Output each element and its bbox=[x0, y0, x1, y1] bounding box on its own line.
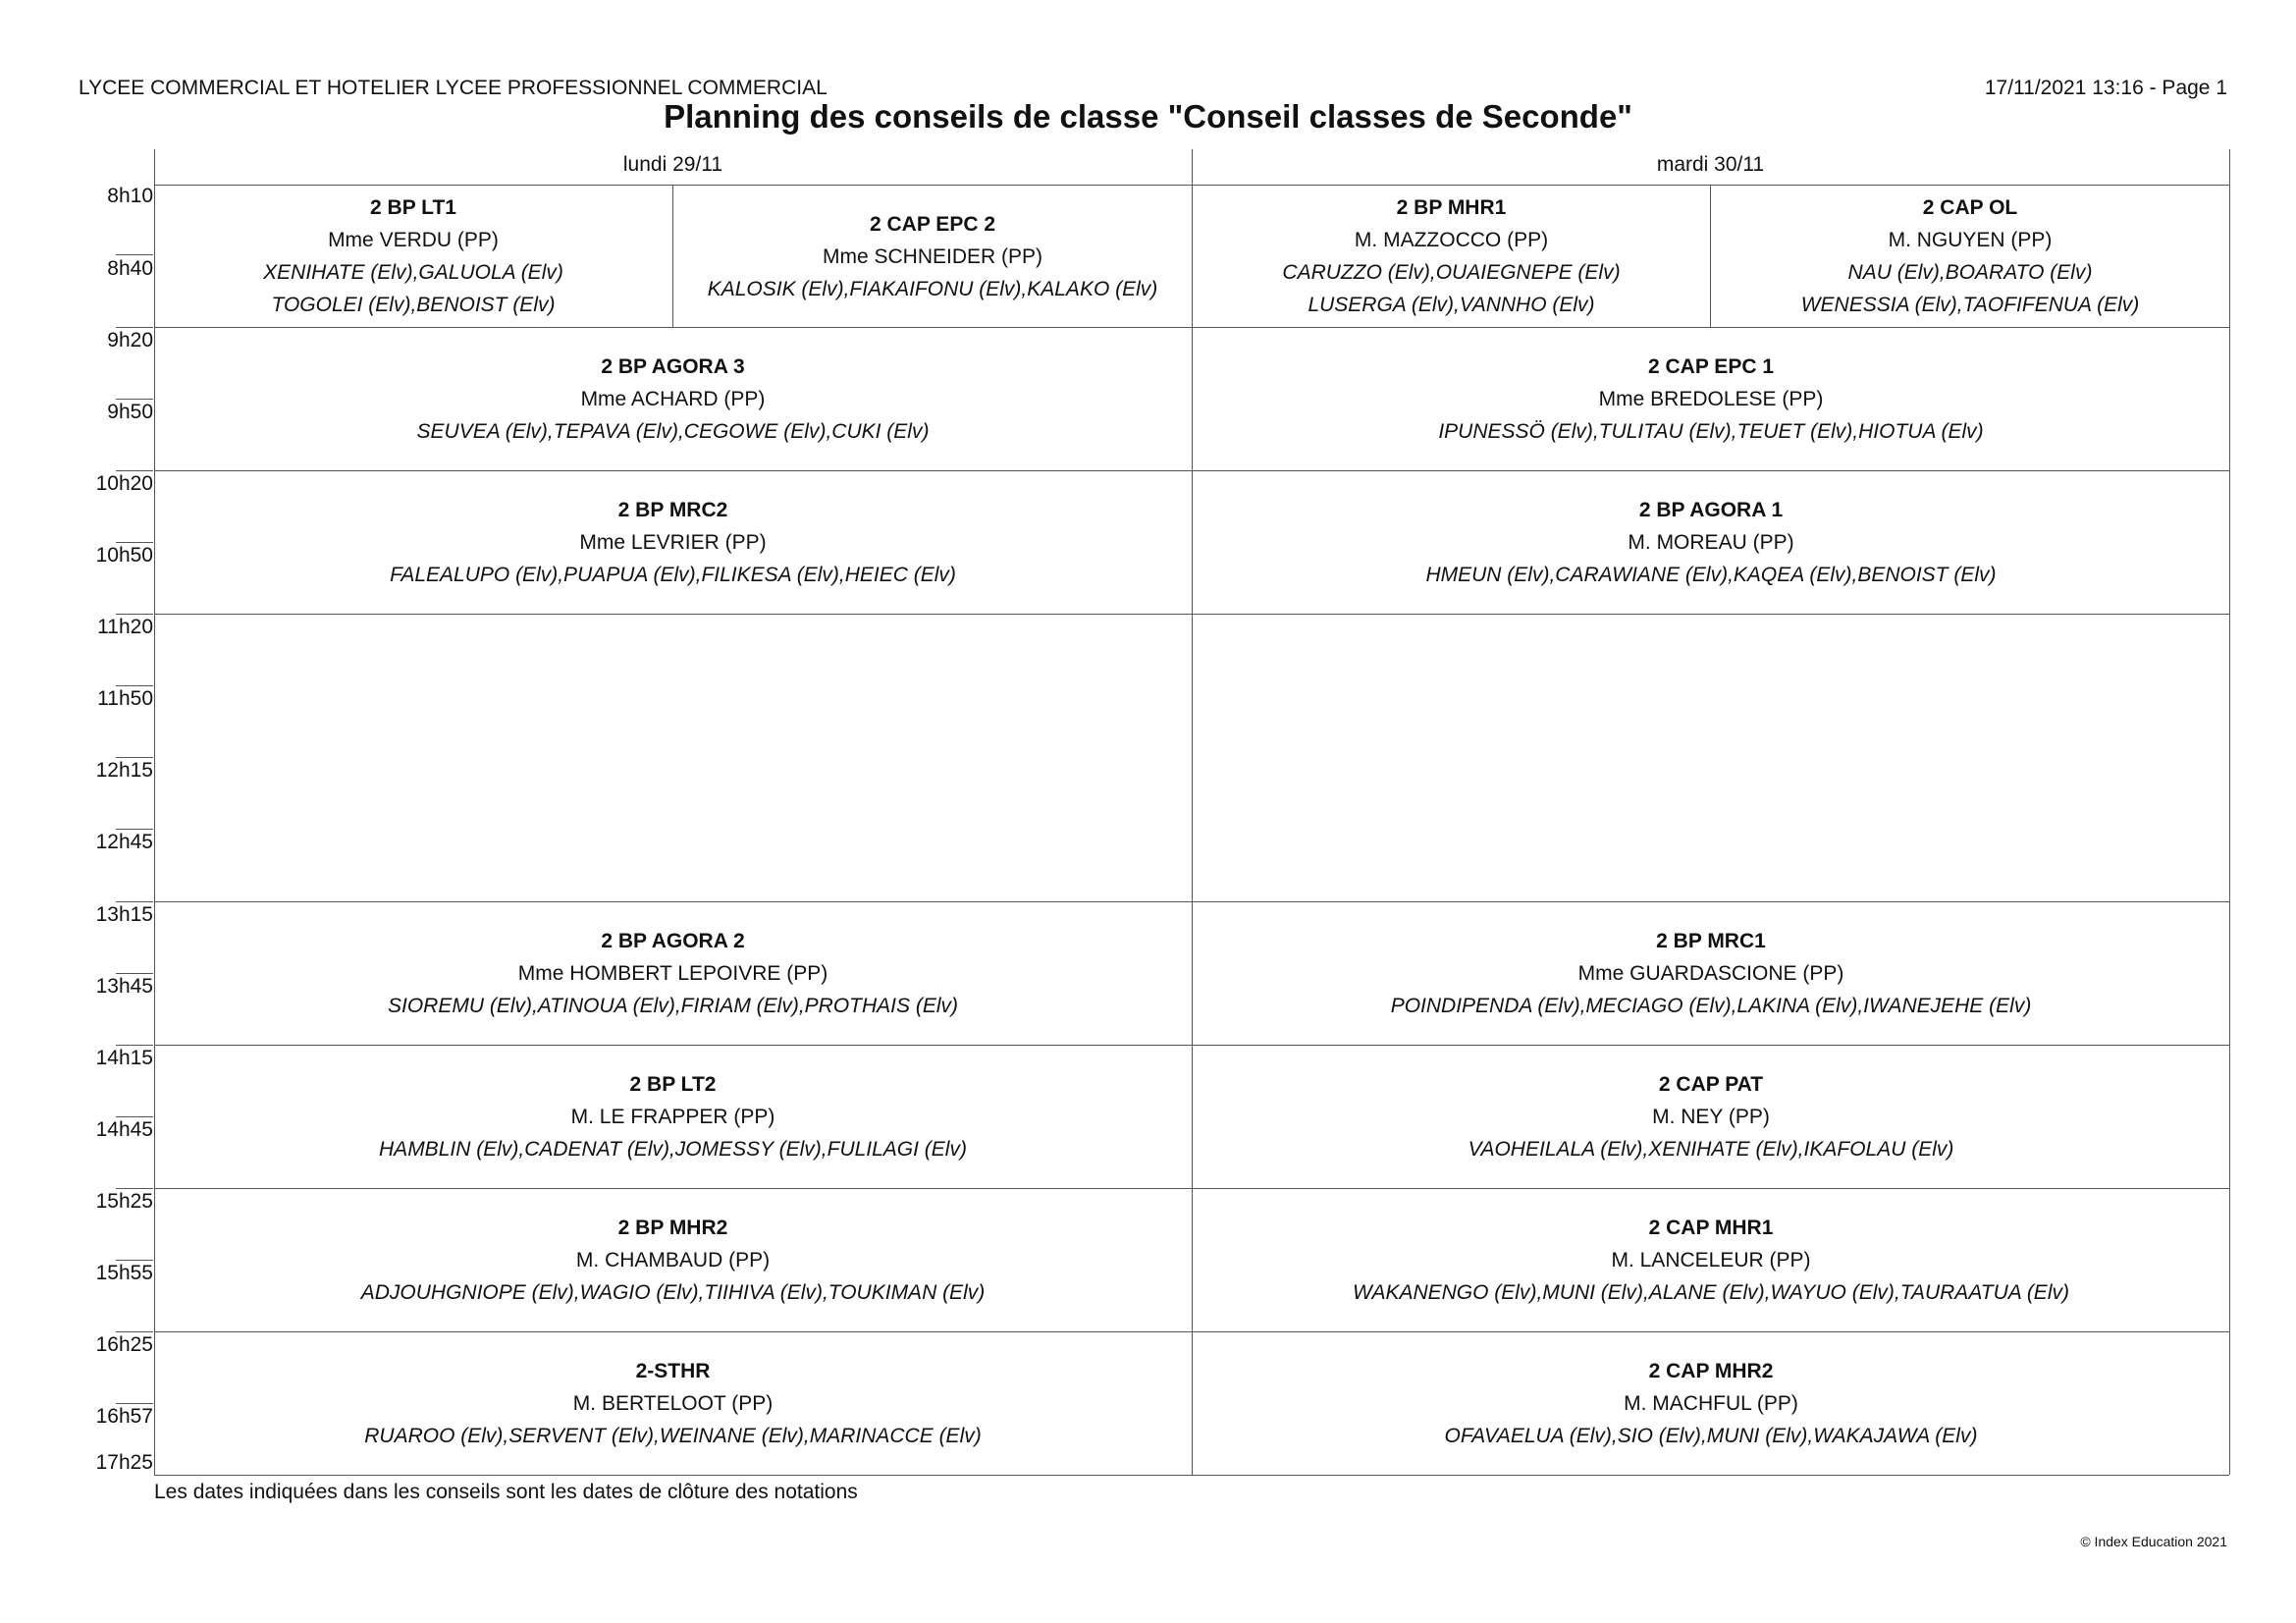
class-name: 2 CAP OL bbox=[1922, 196, 2018, 219]
head-teacher: M. MACHFUL (PP) bbox=[1624, 1392, 1798, 1415]
head-teacher: Mme GUARDASCIONE (PP) bbox=[1577, 962, 1844, 985]
footnote: Les dates indiquées dans les conseils sont les dates de clôture des notations bbox=[154, 1481, 858, 1503]
council-cell bbox=[1193, 1189, 2229, 1331]
head-teacher: M. MOREAU (PP) bbox=[1628, 531, 1794, 554]
head-teacher: M. NGUYEN (PP) bbox=[1888, 229, 2053, 251]
time-tick bbox=[116, 399, 153, 400]
time-tick bbox=[116, 254, 153, 255]
class-name: 2 BP LT1 bbox=[370, 196, 456, 219]
time-label: 16h25 bbox=[95, 1333, 153, 1356]
time-tick bbox=[116, 973, 153, 974]
class-name: 2 BP AGORA 3 bbox=[601, 355, 745, 378]
council-cell bbox=[154, 1332, 1192, 1475]
time-label: 11h20 bbox=[97, 616, 153, 638]
council-cell bbox=[154, 902, 1192, 1045]
council-cell bbox=[1193, 186, 1710, 327]
council-cell bbox=[154, 471, 1192, 614]
time-label: 12h15 bbox=[95, 759, 153, 782]
time-label: 10h20 bbox=[95, 472, 153, 495]
class-name: 2 CAP MHR2 bbox=[1648, 1360, 1774, 1382]
student-delegates: WENESSIA (Elv),TAOFIFENUA (Elv) bbox=[1800, 294, 2140, 316]
time-label: 8h10 bbox=[107, 185, 153, 207]
time-label: 10h50 bbox=[95, 544, 153, 567]
time-tick bbox=[116, 1116, 153, 1117]
class-name: 2 BP MHR1 bbox=[1396, 196, 1507, 219]
class-name: 2 BP MHR2 bbox=[617, 1217, 728, 1239]
time-tick bbox=[116, 542, 153, 543]
class-name: 2 CAP EPC 2 bbox=[870, 212, 995, 236]
class-name: 2 CAP PAT bbox=[1658, 1073, 1764, 1096]
council-cell bbox=[1193, 328, 2229, 470]
time-label: 9h20 bbox=[107, 329, 153, 352]
council-cell bbox=[154, 1189, 1192, 1331]
time-tick bbox=[116, 614, 153, 615]
head-teacher: Mme HOMBERT LEPOIVRE (PP) bbox=[517, 962, 828, 985]
student-delegates: FALEALUPO (Elv),PUAPUA (Elv),FILIKESA (Elv),HEIEC (Elv) bbox=[390, 564, 956, 586]
time-tick bbox=[116, 1260, 153, 1261]
class-name: 2 BP AGORA 2 bbox=[601, 930, 745, 952]
student-delegates: ADJOUHGNIOPE (Elv),WAGIO (Elv),TIIHIVA (Elv),TOUKIMAN (Elv) bbox=[360, 1281, 986, 1304]
head-teacher: M. MAZZOCCO (PP) bbox=[1354, 229, 1549, 251]
student-delegates: OFAVAELUA (Elv),SIO (Elv),MUNI (Elv),WAKAJAWA (Elv) bbox=[1444, 1425, 1978, 1447]
time-label: 11h50 bbox=[97, 687, 153, 710]
print-date: 17/11/2021 13:16 - Page 1 bbox=[1984, 77, 2227, 99]
student-delegates: RUAROO (Elv),SERVENT (Elv),WEINANE (Elv),MARINACCE (Elv) bbox=[364, 1425, 982, 1447]
head-teacher: M. LANCELEUR (PP) bbox=[1611, 1249, 1811, 1271]
grid-line bbox=[154, 1475, 2229, 1476]
time-label: 12h45 bbox=[95, 831, 153, 853]
student-delegates: SIOREMU (Elv),ATINOUA (Elv),FIRIAM (Elv),PROTHAIS (Elv) bbox=[388, 995, 958, 1017]
grid-line bbox=[2229, 149, 2230, 1475]
head-teacher: Mme ACHARD (PP) bbox=[580, 388, 766, 410]
class-name: 2-STHR bbox=[635, 1360, 711, 1382]
student-delegates: CARUZZO (Elv),OUAIEGNEPE (Elv) bbox=[1282, 261, 1621, 284]
council-cell bbox=[1193, 471, 2229, 614]
school-name: LYCEE COMMERCIAL ET HOTELIER LYCEE PROFESSIONNEL COMMERCIAL bbox=[79, 77, 828, 99]
time-tick bbox=[116, 757, 153, 758]
class-name: 2 CAP EPC 1 bbox=[1648, 355, 1774, 378]
head-teacher: M. CHAMBAUD (PP) bbox=[575, 1249, 771, 1271]
time-label: 13h45 bbox=[95, 975, 153, 998]
council-cell bbox=[1193, 1046, 2229, 1188]
council-cell bbox=[1711, 186, 2229, 327]
head-teacher: M. BERTELOOT (PP) bbox=[572, 1392, 774, 1415]
student-delegates: TOGOLEI (Elv),BENOIST (Elv) bbox=[271, 294, 556, 316]
time-tick bbox=[116, 1331, 153, 1332]
copyright: © Index Education 2021 bbox=[2080, 1534, 2227, 1549]
time-label: 14h45 bbox=[95, 1118, 153, 1141]
head-teacher: M. NEY (PP) bbox=[1652, 1106, 1770, 1128]
student-delegates: WAKANENGO (Elv),MUNI (Elv),ALANE (Elv),WAYUO (Elv),TAURAATUA (Elv) bbox=[1353, 1281, 2069, 1304]
council-cell bbox=[154, 328, 1192, 470]
student-delegates: HAMBLIN (Elv),CADENAT (Elv),JOMESSY (Elv),FULILAGI (Elv) bbox=[379, 1138, 967, 1161]
class-name: 2 BP LT2 bbox=[629, 1073, 717, 1096]
time-tick bbox=[116, 327, 153, 328]
student-delegates: SEUVEA (Elv),TEPAVA (Elv),CEGOWE (Elv),CUKI (Elv) bbox=[416, 420, 930, 443]
student-delegates: POINDIPENDA (Elv),MECIAGO (Elv),LAKINA (Elv),IWANEJEHE (Elv) bbox=[1390, 995, 2032, 1017]
student-delegates: KALOSIK (Elv),FIAKAIFONU (Elv),KALAKO (Elv) bbox=[707, 277, 1158, 300]
student-delegates: HMEUN (Elv),CARAWIANE (Elv),KAQEA (Elv),BENOIST (Elv) bbox=[1425, 564, 1997, 586]
day-header-monday: lundi 29/11 bbox=[622, 153, 723, 176]
time-label: 14h15 bbox=[95, 1047, 153, 1069]
time-tick bbox=[116, 685, 153, 686]
time-label: 15h55 bbox=[95, 1262, 153, 1284]
grid-line bbox=[154, 614, 2229, 615]
head-teacher: Mme VERDU (PP) bbox=[328, 229, 499, 251]
council-cell bbox=[673, 186, 1192, 327]
time-tick bbox=[116, 1045, 153, 1046]
student-delegates: VAOHEILALA (Elv),XENIHATE (Elv),IKAFOLAU (Elv) bbox=[1468, 1138, 1954, 1161]
head-teacher: Mme SCHNEIDER (PP) bbox=[822, 244, 1043, 268]
time-tick bbox=[116, 829, 153, 830]
class-name: 2 BP MRC1 bbox=[1656, 930, 1766, 952]
day-header-tuesday: mardi 30/11 bbox=[1656, 153, 1765, 176]
council-cell bbox=[1193, 902, 2229, 1045]
student-delegates: XENIHATE (Elv),GALUOLA (Elv) bbox=[263, 261, 563, 284]
council-cell bbox=[1193, 1332, 2229, 1475]
time-tick bbox=[116, 1188, 153, 1189]
class-name: 2 BP AGORA 1 bbox=[1638, 499, 1784, 521]
time-tick bbox=[116, 470, 153, 471]
time-tick bbox=[116, 1403, 153, 1404]
page-title: Planning des conseils de classe "Conseil classes de Seconde" bbox=[664, 98, 1632, 135]
time-label: 9h50 bbox=[107, 401, 153, 423]
time-label: 16h57 bbox=[95, 1405, 153, 1428]
council-cell bbox=[154, 186, 672, 327]
student-delegates: NAU (Elv),BOARATO (Elv) bbox=[1847, 261, 2093, 284]
time-tick bbox=[116, 901, 153, 902]
time-label: 15h25 bbox=[95, 1190, 153, 1213]
class-name: 2 CAP MHR1 bbox=[1648, 1217, 1774, 1239]
time-label: 13h15 bbox=[95, 903, 153, 926]
student-delegates: LUSERGA (Elv),VANNHO (Elv) bbox=[1308, 294, 1595, 316]
head-teacher: Mme LEVRIER (PP) bbox=[579, 531, 767, 554]
student-delegates: IPUNESSÖ (Elv),TULITAU (Elv),TEUET (Elv),HIOTUA (Elv) bbox=[1438, 420, 1984, 443]
head-teacher: Mme BREDOLESE (PP) bbox=[1598, 388, 1824, 410]
class-name: 2 BP MRC2 bbox=[617, 499, 728, 521]
time-label: 17h25 bbox=[95, 1451, 153, 1474]
time-label: 8h40 bbox=[107, 257, 153, 280]
council-cell bbox=[154, 1046, 1192, 1188]
head-teacher: M. LE FRAPPER (PP) bbox=[570, 1106, 775, 1128]
